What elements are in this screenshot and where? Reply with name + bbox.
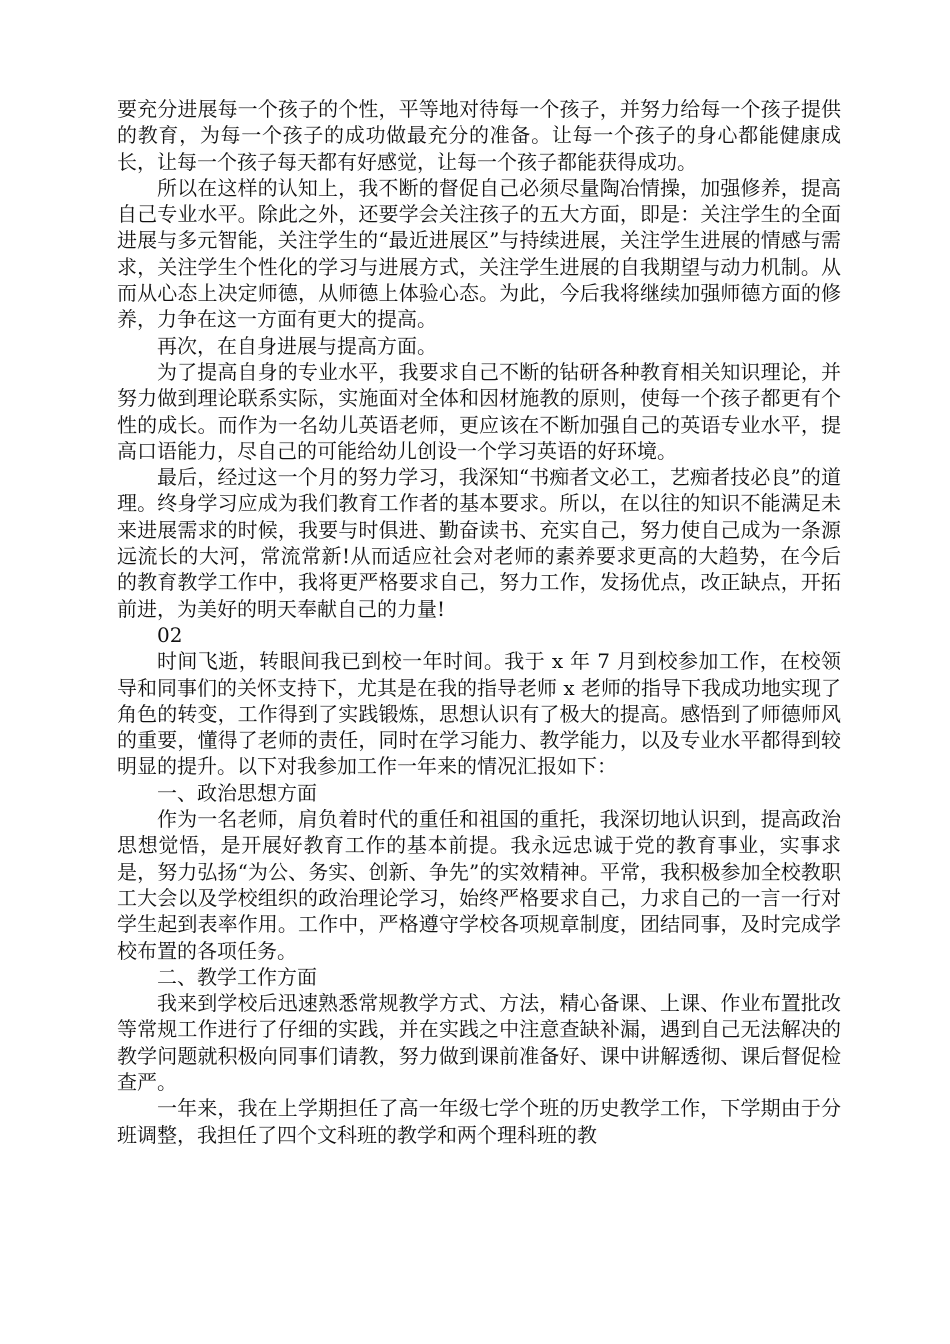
paragraph-2: 所以在这样的认知上，我不断的督促自己必须尽量陶冶情操，加强修养，提高自己专业水平。除此之外，还要学会关注孩子的五大方面，即是：关注学生的全面进展与多元智能，关注学生的“最近进展区”与持续进展，关注学生进展的情感与需求，关注学生个性化的学习与进展方式，关注学生进展的自我期望与动力机制。从而从心态上决定师德，从师德上体验心态。为此，今后我将继续加强师德方面的修养，力争在这一方面有更大的提高。: [117, 175, 841, 332]
paragraph-3: 再次，在自身进展与提高方面。: [157, 333, 437, 358]
paragraph-9: 一年来，我在上学期担任了高一年级七学个班的历史教学工作，下学期由于分班调整，我担任了四个文科班的教学和两个理科班的教: [117, 1096, 841, 1147]
section-number: 02: [157, 622, 183, 647]
document-page: [117, 96, 841, 1148]
paragraph-4: 为了提高自身的专业水平，我要求自己不断的钻研各种教育相关知识理论，并努力做到理论联系实际，实施面对全体和因材施教的原则，使每一个孩子都更有个性的成长。而作为一名幼儿英语老师，更应该在不断加强自己的英语专业水平，提高口语能力，尽自己的可能给幼儿创设一个学习英语的好环境。: [117, 359, 841, 463]
paragraph-6: 时间飞逝，转眼间我已到校一年时间。我于 x 年 7 月到校参加工作，在校领导和同事们的关怀支持下，尤其是在我的指导老师 x 老师的指导下我成功地实现了角色的转变，工作得到了实践锻炼，思想认识有了极大的提高。感悟到了师德师风的重要，懂得了老师的责任，同时在学习能力、教学能力，以及专业水平都得到较明显的提升。以下对我参加工作一年来的情况汇报如下：: [117, 649, 841, 779]
section-heading-teaching: 二、教学工作方面: [157, 964, 317, 989]
paragraph-8: 我来到学校后迅速熟悉常规教学方式、方法，精心备课、上课、作业布置批改等常规工作进行了仔细的实践，并在实践之中注意查缺补漏，遇到自己无法解决的教学问题就积极向同事们请教，努力做到课前准备好、课中讲解透彻、课后督促检查严。: [117, 991, 841, 1094]
paragraph-5: 最后，经过这一个月的努力学习，我深知“书痴者文必工，艺痴者技必良”的道理。终身学习应成为我们教育工作者的基本要求。所以，在以往的知识不能满足未来进展需求的时候，我要与时俱进、勤奋读书、充实自己，努力使自己成为一条源远流长的大河，常流常新!从而适应社会对老师的素养要求更高的大趋势，在今后的教育教学工作中，我将更严格要求自己，努力工作，发扬优点，改正缺点，开拓前进，为美好的明天奉献自己的力量!: [117, 465, 841, 621]
paragraph-1: 要充分进展每一个孩子的个性，平等地对待每一个孩子，并努力给每一个孩子提供的教育，为每一个孩子的成功做最充分的准备。让每一个孩子的身心都能健康成长，让每一个孩子每天都有好感觉，让每一个孩子都能获得成功。: [117, 97, 841, 174]
section-heading-politics: 一、政治思想方面: [157, 780, 317, 805]
paragraph-7: 作为一名老师，肩负着时代的重任和祖国的重托，我深切地认识到，提高政治思想觉悟，是开展好教育工作的基本前提。我永远忠诚于党的教育事业，实事求是，努力弘扬“为公、务实、创新、争先”的实效精神。平常，我积极参加全校教职工大会以及学校组织的政治理论学习，始终严格要求自己，力求自己的一言一行对学生起到表率作用。工作中，严格遵守学校各项规章制度，团结同事，及时完成学校布置的各项任务。: [117, 807, 841, 963]
